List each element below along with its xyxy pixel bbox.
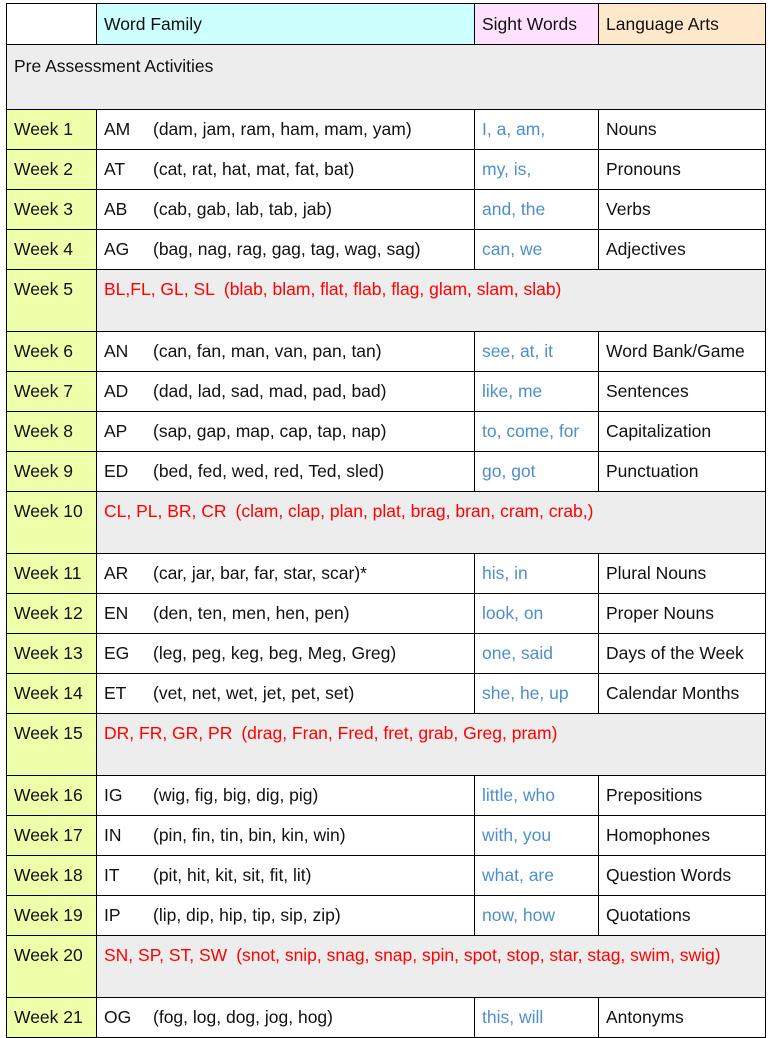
week-label: Week 19 [7, 896, 97, 936]
week-label: Week 18 [7, 856, 97, 896]
week-label: Week 2 [7, 150, 97, 190]
language-arts-cell: Punctuation [599, 452, 766, 492]
family-words: (dad, lad, sad, mad, pad, bad) [153, 381, 387, 401]
week-label: Week 11 [7, 554, 97, 594]
language-arts-cell: Nouns [599, 110, 766, 150]
word-family-cell [97, 110, 475, 150]
review-blends-cell [97, 936, 766, 998]
language-arts-cell: Capitalization [599, 412, 766, 452]
family-words: (dam, jam, ram, ham, mam, yam) [153, 119, 412, 139]
pre-assessment-label: Pre Assessment Activities [7, 45, 766, 110]
week-label: Week 3 [7, 190, 97, 230]
week-label: Week 10 [7, 492, 97, 554]
word-family-cell [97, 674, 475, 714]
word-family-cell [97, 452, 475, 492]
blend-words: (clam, clap, plan, plat, brag, bran, cram, crab,) [235, 501, 594, 521]
week-label: Week 9 [7, 452, 97, 492]
week-row [7, 896, 766, 936]
review-blends-cell [97, 270, 766, 332]
blend-words: (drag, Fran, Fred, fret, grab, Greg, pram) [241, 723, 558, 743]
language-arts-cell: Quotations [599, 896, 766, 936]
language-arts-cell: Calendar Months [599, 674, 766, 714]
week-row [7, 452, 766, 492]
family-code: AT [104, 159, 126, 179]
week-row [7, 150, 766, 190]
week-label: Week 7 [7, 372, 97, 412]
language-arts-cell: Pronouns [599, 150, 766, 190]
review-row [7, 492, 766, 554]
family-words: (lip, dip, hip, tip, sip, zip) [153, 905, 341, 925]
language-arts-cell: Word Bank/Game [599, 332, 766, 372]
week-label: Week 20 [7, 936, 97, 998]
family-code: ET [104, 683, 127, 703]
header-language-arts: Language Arts [599, 4, 766, 45]
week-row [7, 230, 766, 270]
family-words: (can, fan, man, van, pan, tan) [153, 341, 382, 361]
family-words: (bed, fed, wed, red, Ted, sled) [153, 461, 385, 481]
language-arts-cell: Question Words [599, 856, 766, 896]
week-label: Week 12 [7, 594, 97, 634]
sight-words-cell: go, got [475, 452, 599, 492]
family-code: IN [104, 825, 122, 845]
blend-codes: CL, PL, BR, CR [104, 501, 227, 521]
language-arts-cell: Plural Nouns [599, 554, 766, 594]
family-words: (leg, peg, keg, beg, Meg, Greg) [153, 643, 397, 663]
week-label: Week 15 [7, 714, 97, 776]
family-words: (cat, rat, hat, mat, fat, bat) [153, 159, 355, 179]
week-label: Week 21 [7, 998, 97, 1038]
language-arts-cell: Sentences [599, 372, 766, 412]
family-code: EN [104, 603, 129, 623]
family-code: AM [104, 119, 131, 139]
review-row [7, 270, 766, 332]
sight-words-cell: one, said [475, 634, 599, 674]
sight-words-cell: little, who [475, 776, 599, 816]
family-code: IG [104, 785, 123, 805]
blend-codes: SN, SP, ST, SW [104, 945, 228, 965]
family-words: (fog, log, dog, jog, hog) [153, 1007, 333, 1027]
sight-words-cell: she, he, up [475, 674, 599, 714]
week-label: Week 5 [7, 270, 97, 332]
pre-assessment-row [7, 45, 766, 110]
header-row [7, 4, 766, 45]
week-row [7, 412, 766, 452]
family-code: AP [104, 421, 128, 441]
sight-words-cell: what, are [475, 856, 599, 896]
week-label: Week 16 [7, 776, 97, 816]
family-words: (wig, fig, big, dig, pig) [153, 785, 319, 805]
week-row [7, 332, 766, 372]
sight-words-cell: I, a, am, [475, 110, 599, 150]
blend-words: (snot, snip, snag, snap, spin, spot, stop, star, stag, swim, swig) [236, 945, 721, 965]
language-arts-cell: Prepositions [599, 776, 766, 816]
family-words: (pit, hit, kit, sit, fit, lit) [153, 865, 312, 885]
family-code: AG [104, 239, 130, 259]
family-code: ED [104, 461, 129, 481]
language-arts-cell: Days of the Week [599, 634, 766, 674]
word-family-cell [97, 634, 475, 674]
sight-words-cell: now, how [475, 896, 599, 936]
language-arts-cell: Antonyms [599, 998, 766, 1038]
family-code: IP [104, 905, 121, 925]
family-words: (cab, gab, lab, tab, jab) [153, 199, 332, 219]
word-family-cell [97, 190, 475, 230]
family-code: AB [104, 199, 128, 219]
week-row [7, 634, 766, 674]
word-family-cell [97, 776, 475, 816]
word-family-cell [97, 230, 475, 270]
week-row [7, 190, 766, 230]
sight-words-cell: to, come, for [475, 412, 599, 452]
sight-words-cell: like, me [475, 372, 599, 412]
language-arts-cell: Proper Nouns [599, 594, 766, 634]
word-family-cell [97, 150, 475, 190]
word-family-cell [97, 816, 475, 856]
blend-codes: BL,FL, GL, SL [104, 279, 215, 299]
week-label: Week 14 [7, 674, 97, 714]
word-family-cell [97, 372, 475, 412]
word-family-cell [97, 412, 475, 452]
week-row [7, 856, 766, 896]
family-words: (sap, gap, map, cap, tap, nap) [153, 421, 387, 441]
week-row [7, 594, 766, 634]
week-row [7, 776, 766, 816]
week-label: Week 13 [7, 634, 97, 674]
family-words: (pin, fin, tin, bin, kin, win) [153, 825, 346, 845]
word-family-cell [97, 856, 475, 896]
sight-words-cell: and, the [475, 190, 599, 230]
review-row [7, 936, 766, 998]
language-arts-cell: Adjectives [599, 230, 766, 270]
sight-words-cell: his, in [475, 554, 599, 594]
review-row [7, 714, 766, 776]
week-row [7, 372, 766, 412]
sight-words-cell: see, at, it [475, 332, 599, 372]
week-label: Week 1 [7, 110, 97, 150]
sight-words-cell: this, will [475, 998, 599, 1038]
family-words: (vet, net, wet, jet, pet, set) [153, 683, 355, 703]
week-row [7, 674, 766, 714]
week-label: Week 4 [7, 230, 97, 270]
week-row [7, 554, 766, 594]
word-family-cell [97, 332, 475, 372]
sight-words-cell: look, on [475, 594, 599, 634]
week-row [7, 998, 766, 1038]
family-code: AD [104, 381, 129, 401]
week-row [7, 816, 766, 856]
language-arts-cell: Homophones [599, 816, 766, 856]
blend-words: (blab, blam, flat, flab, flag, glam, slam, slab) [223, 279, 562, 299]
family-code: EG [104, 643, 130, 663]
family-code: IT [104, 865, 120, 885]
review-blends-cell [97, 492, 766, 554]
family-words: (den, ten, men, hen, pen) [153, 603, 350, 623]
word-family-cell [97, 554, 475, 594]
family-code: AN [104, 341, 129, 361]
family-code: AR [104, 563, 129, 583]
sight-words-cell: my, is, [475, 150, 599, 190]
week-row [7, 110, 766, 150]
word-family-cell [97, 896, 475, 936]
header-sight-words: Sight Words [475, 4, 599, 45]
header-word-family: Word Family [97, 4, 475, 45]
language-arts-cell: Verbs [599, 190, 766, 230]
week-label: Week 6 [7, 332, 97, 372]
week-label: Week 17 [7, 816, 97, 856]
word-family-cell [97, 998, 475, 1038]
week-label: Week 8 [7, 412, 97, 452]
review-blends-cell [97, 714, 766, 776]
sight-words-cell: with, you [475, 816, 599, 856]
family-code: OG [104, 1007, 132, 1027]
curriculum-table [6, 3, 766, 1038]
family-words: (bag, nag, rag, gag, tag, wag, sag) [153, 239, 421, 259]
family-words: (car, jar, bar, far, star, scar)* [153, 563, 367, 583]
word-family-cell [97, 594, 475, 634]
blend-codes: DR, FR, GR, PR [104, 723, 233, 743]
header-blank-cell [7, 4, 97, 45]
sight-words-cell: can, we [475, 230, 599, 270]
